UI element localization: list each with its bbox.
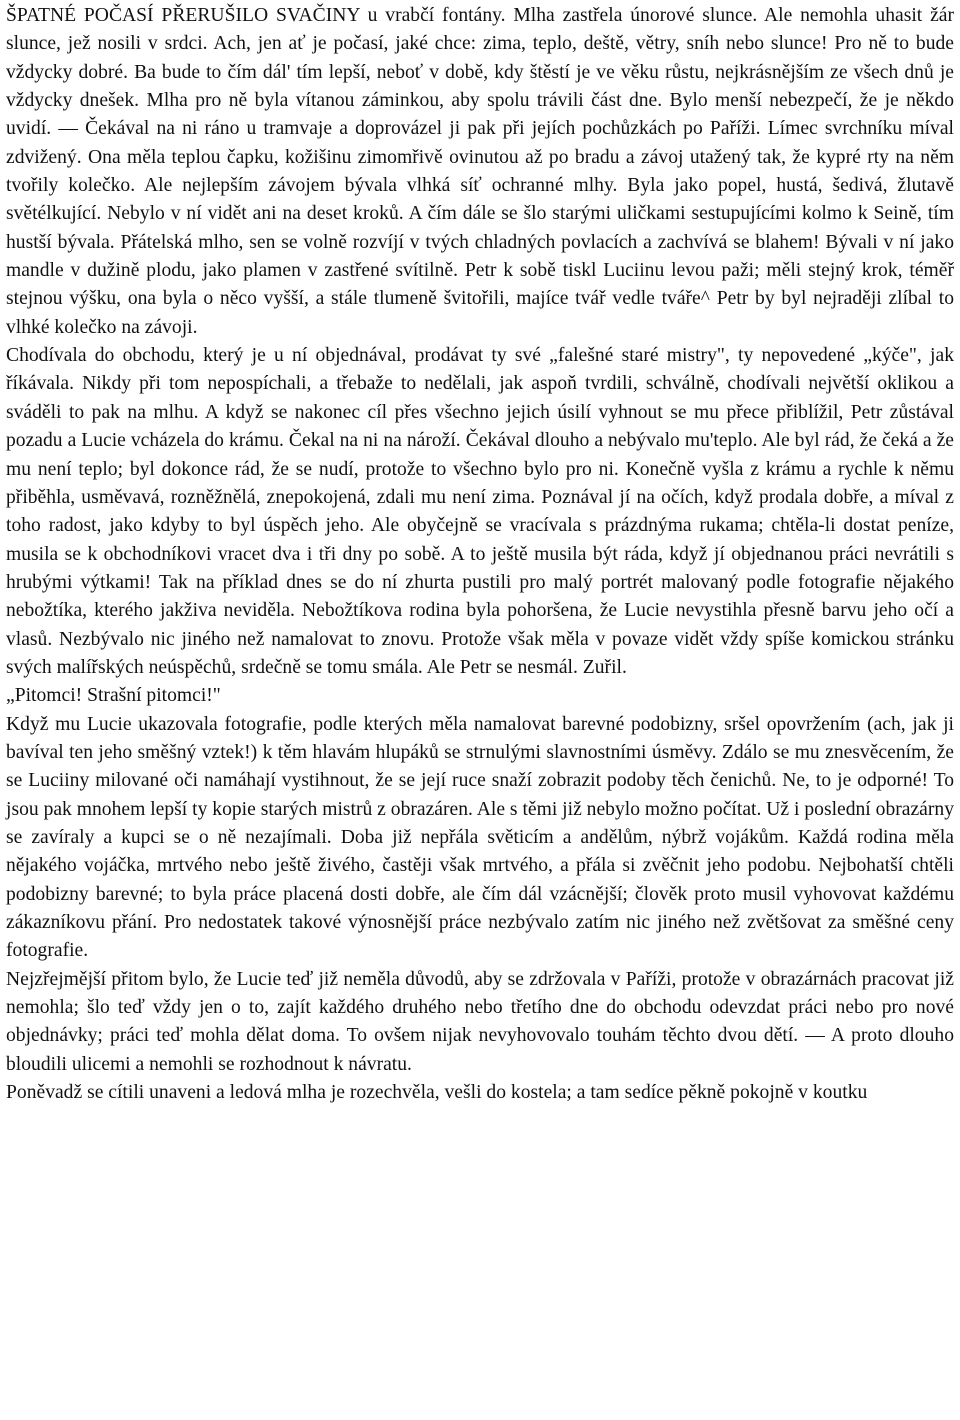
paragraph-photographs: Když mu Lucie ukazovala fotografie, podle kterých měla namalovat barevné podobizny, sršel opovržením (ach, jak ji bavíval ten jeho směšný vztek!) k těm hlavám hlupáků se strnulými slavnostními úsměvy. Zdálo se mu znesvěcením, že se Luciiny milované oči namáhají vystihnout, že se její ruce snaží zobrazit podoby těch čenichů. Ne, to je odporné! To jsou pak mnohem lepší ty kopie starých mistrů z obrazáren. Ale s těmi již nebylo možno počítat. Už i poslední obrazárny se zavíraly a kupci se o ně nezajímali. Doba již nepřála světicím a andělům, nýbrž vojákům. Každá rodina měla nějakého vojáčka, mrtvého nebo ještě živého, častěji však mrtvého, a přála si zvěčnit jeho podobu. Nejbohatší chtěli podobizny barevné; to byla práce placená dosti dobře, ale čím dál vzácnější; člověk proto musil vyhovovat každému zákazníkovu přání. Pro nedostatek takové výnosnější práce nezbývalo zatím nic jiného než zvětšovat za směšné ceny fotografie. xyxy=(6,713,954,962)
paragraph-exclamation: „Pitomci! Strašní pitomci!" xyxy=(6,685,221,707)
paragraph-staying-in-paris: Nejzřejmější přitom bylo, že Lucie teď již neměla důvodů, aby se zdržovala v Paříži, protože v obrazárnách pracovat již nemohla; šlo teď vždy jen o to, zajít každého druhého nebo třetího dne do obchodu odevzdat práci nebo pro nové objednávky; práci teď mohla dělat doma. To ovšem nijak nevyhovovalo touhám těchto dvou dětí. — A proto dlouho bloudili ulicemi a nemohli se rozhodnout k návratu. xyxy=(6,968,954,1075)
paragraph-art-shop: Chodívala do obchodu, který je u ní objednával, prodávat ty své „falešné staré mistry", ty nepovedené „kýče", jak říkávala. Nikdy při tom nepospíchali, a třebaže to nedělali, jak aspoň tvrdili, schválně, chodívali největší oklikou a sváděli to pak na mlhu. A když se nakonec cíl přes všechno jejich úsilí vyhnout se mu přece přiblížil, Petr zůstával pozadu a Lucie vcházela do krámu. Čekal na ni na nároží. Čekával dlouho a nebývalo mu'teplo. Ale byl rád, že čeká a že mu není teplo; byl dokonce rád, že se nudí, protože to všechno bylo pro ni. Konečně vyšla z krámu a rychle k němu přiběhla, usměvavá, rozněžnělá, znepokojená, zdali mu není zima. Poznával jí na očích, když prodala dobře, a míval z toho radost, jako kdyby to byl úspěch jeho. Ale obyčejně se vracívala s prázdnýma rukama; chtěla-li dostat peníze, musila se k obchodníkovi vracet dva i tři dny po sobě. A to ještě musila být ráda, když jí objednanou práci nevrátili s hrubými výtkami! Tak na příklad dnes se do ní zhurta pustili pro malý portrét malovaný podle fotografie nějakého nebožtíka, kterého jakživa neviděla. Nebožtíkova rodina byla pohoršena, že Lucie nevystihla přesně barvu jeho očí a vlasů. Nezbývalo nic jiného než namalovat to znovu. Protože však měla v povaze vidět vždy spíše komickou stránku svých malířských neúspěchů, srdečně se tomu smála. Ale Petr se nesmál. Zuřil. xyxy=(6,345,954,678)
paragraph-church: Poněvadž se cítili unaveni a ledová mlha je rozechvěla, vešli do kostela; a tam sedíce pěkně pokojně v koutku xyxy=(6,1082,868,1104)
paragraph-fog-walks: ŠPATNÉ POČASÍ PŘERUŠILO SVAČINY u vrabčí fontány. Mlha zastřela únorové slunce. Ale nemohla uhasit žár slunce, jež nosili v srdci. Ach, jen ať je počasí, jaké chce: zima, teplo, deště, větry, sníh nebo slunce! Pro ně to bude vždycky dobré. Ba bude to čím dál' tím lepší, neboť v době, kdy štěstí je ve věku růstu, nejkrásnějším ze všech dnů je vždycky dnešek. Mlha pro ně byla vítanou záminkou, aby spolu trávili část dne. Bylo menší nebezpečí, že je někdo uvidí. — Čekával na ni ráno u tramvaje a doprovázel ji pak při jejích pochůzkách po Paříži. Límec svrchníku míval zdvižený. Ona měla teplou čapku, kožišinu zimomřivě ovinutou až po bradu a závoj utažený tak, že kypré rty na něm tvořily kolečko. Ale nejlepším závojem bývala vlhká síť ochranné mlhy. Byla jako popel, hustá, šedivá, žlutavě světélkující. Nebylo v ní vidět ani na deset kroků. A čím dále se šlo starými uličkami sestupujícími kolmo k Seině, tím hustší bývala. Přátelská mlho, sen se volně rozvíjí v tvých chladných povlacích a zachvívá se blahem! Bývali v ní jako mandle v dužině plodu, jako plamen v zastřené svítilně. Petr k sobě tiskl Luciinu levou paži; měli stejný krok, téměř stejnou výšku, ona byla o něco vyšší, a stále tlumeně švitořili, majíce tvář vedle tváře^ Petr by byl nejraději zlíbal to vlhké kolečko na závoji. xyxy=(6,5,954,338)
